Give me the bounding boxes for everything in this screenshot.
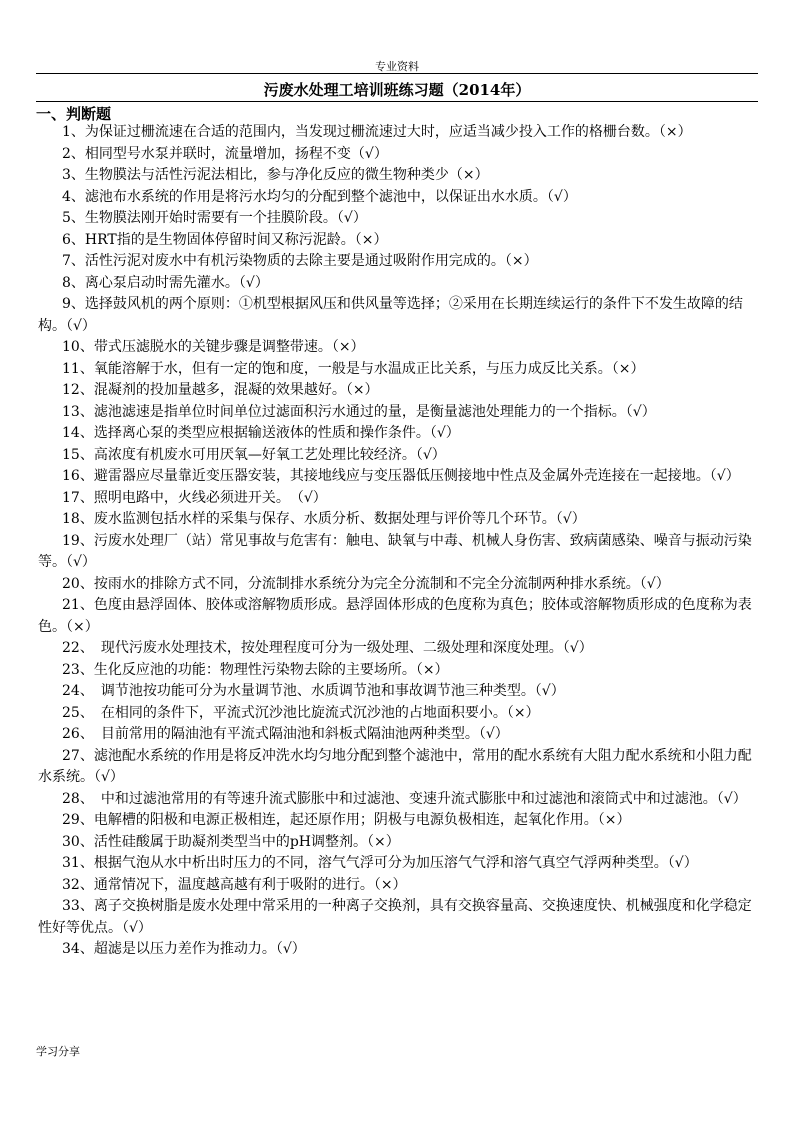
question-item: 29、电解槽的阳极和电源正极相连，起还原作用；阴极与电源负极相连，起氧化作用。（×） (62, 812, 631, 828)
question-item: 24、 调节池按功能可分为水量调节池、水质调节池和事故调节池三种类型。（√） (62, 683, 565, 699)
title-rule (36, 101, 758, 102)
page-header-label: 专业资料 (375, 60, 419, 73)
question-item: 23、生化反应池的功能：物理性污染物去除的主要场所。（×） (62, 661, 449, 678)
question-item: 15、高浓度有机废水可用厌氧—好氧工艺处理比较经济。（√） (62, 446, 446, 463)
question-item: 26、 目前常用的隔油池有平流式隔油池和斜板式隔油池两种类型。（√） (62, 726, 509, 742)
question-item: 9、选择鼓风机的两个原则：①机型根据风压和供风量等选择；②采用在长期连续运行的条件下不发生故障的结构。（√） (38, 296, 743, 334)
question-item: 32、通常情况下，温度越高越有利于吸附的进行。（×） (62, 876, 407, 893)
question-list (38, 122, 758, 961)
question-item: 1、为保证过栅流速在合适的范围内，当发现过栅流速过大时，应适当减少投入工作的格栅台数。（×） (62, 124, 692, 140)
document-title: 污废水处理工培训班练习题（2014年） (263, 81, 531, 99)
question-item: 10、带式压滤脱水的关键步骤是调整带速。（×） (62, 339, 365, 355)
question-item: 30、活性硅酸属于助凝剂类型当中的pH调整剂。（×） (62, 833, 400, 850)
question-item: 33、离子交换树脂是废水处理中常采用的一种离子交换剂，具有交换容量高、交换速度快、机械强度和化学稳定性好等优点。（√） (38, 898, 752, 936)
question-item: 17、照明电路中，火线必须进开关。 （√） (62, 489, 327, 506)
question-item: 6、HRT指的是生物固体停留时间又称污泥龄。（×） (62, 231, 388, 248)
page-footer-label: 学习分享 (36, 1045, 80, 1058)
question-item: 22、 现代污废水处理技术，按处理程度可分为一级处理、二级处理和深度处理。（√） (62, 640, 593, 656)
question-item: 7、活性污泥对废水中有机污染物质的去除主要是通过吸附作用完成的。（×） (62, 253, 538, 269)
question-item: 25、 在相同的条件下，平流式沉沙池比旋流式沉沙池的占地面积要小。（×） (62, 704, 540, 721)
question-item: 28、 中和过滤池常用的有等速升流式膨胀中和过滤池、变速升流式膨胀中和过滤池和滚筒式中和过滤池。（√） (62, 790, 747, 807)
question-item: 34、超滤是以压力差作为推动力。（√） (62, 941, 306, 957)
question-item: 13、滤池滤速是指单位时间单位过滤面积污水通过的量，是衡量滤池处理能力的一个指标。（√） (62, 403, 656, 420)
question-item: 14、选择离心泵的类型应根据输送液体的性质和操作条件。（√） (62, 425, 460, 441)
question-item: 11、氧能溶解于水，但有一定的饱和度，一般是与水温成正比关系，与压力成反比关系。（×） (62, 360, 645, 377)
question-item: 16、避雷器应尽量靠近变压器安装，其接地线应与变压器低压侧接地中性点及金属外壳连接在一起接地。（√） (62, 468, 740, 484)
question-item: 19、污废水处理厂（站）常见事故与危害有：触电、缺氧与中毒、机械人身伤害、致病菌感染、噪音与振动污染等。（√） (38, 532, 752, 570)
question-item: 31、根据气泡从水中析出时压力的不同，溶气气浮可分为加压溶气气浮和溶气真空气浮两种类型。（√） (62, 855, 698, 871)
question-item: 27、滤池配水系统的作用是将反冲洗水均匀地分配到整个滤池中，常用的配水系统有大阻力配水系统和小阻力配水系统。（√） (38, 747, 752, 785)
section-title: 一、判断题 (36, 105, 112, 123)
question-item: 4、滤池布水系统的作用是将污水均匀的分配到整个滤池中，以保证出水水质。（√） (62, 188, 577, 205)
question-item: 2、相同型号水泵并联时，流量增加，扬程不变（√） (62, 145, 388, 162)
question-item: 3、生物膜法与活性污泥法相比，参与净化反应的微生物种类少（×） (62, 167, 489, 183)
question-item: 18、废水监测包括水样的采集与保存、水质分析、数据处理与评价等几个环节。（√） (62, 511, 586, 527)
question-item: 21、色度由悬浮固体、胶体或溶解物质形成。悬浮固体形成的色度称为真色；胶体或溶解物质形成的色度称为表色。（×） (38, 597, 752, 635)
header-rule (36, 73, 758, 74)
question-item: 5、生物膜法刚开始时需要有一个挂膜阶段。（√） (62, 210, 367, 226)
question-item: 8、离心泵启动时需先灌水。（√） (62, 274, 269, 291)
question-item: 20、按雨水的排除方式不同，分流制排水系统分为完全分流制和不完全分流制两种排水系统。（√） (62, 575, 670, 592)
question-item: 12、混凝剂的投加量越多，混凝的效果越好。（×） (62, 382, 379, 398)
